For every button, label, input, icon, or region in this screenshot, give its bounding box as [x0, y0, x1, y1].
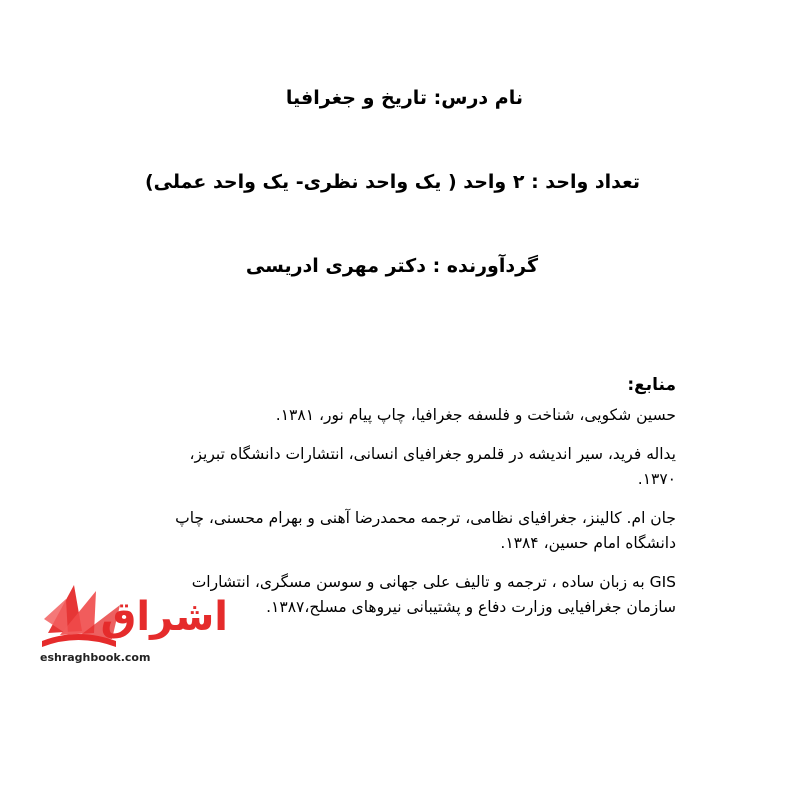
- reference-item: GIS به زبان ساده ، ترجمه و تالیف علی جهانی و سوسن مسگری، انتشارات سازمان جغرافیایی وزارت دفاع و پشتیبانی نیروهای مسلح،۱۳۸۷.: [191, 573, 676, 616]
- reference-item: یداله فرید، سیر اندیشه در قلمرو جغرافیای انسانی، انتشارات دانشگاه تبریز، ۱۳۷۰.: [189, 445, 676, 488]
- publisher-logo-text: اشراق: [100, 594, 228, 640]
- units-heading: تعداد واحد : ۲ واحد ( یک واحد نظری- یک واحد عملی): [144, 171, 640, 193]
- reference-item: جان ام. کالینز، جغرافیای نظامی، ترجمه محمدرضا آهنی و بهرام محسنی، چاپ دانشگاه امام حسین، ۱۳۸۴.: [175, 509, 676, 552]
- reference-item: حسین شکویی، شناخت و فلسفه جغرافیا، چاپ پیام نور، ۱۳۸۱.: [275, 406, 676, 424]
- publisher-url: eshraghbook.com: [40, 651, 151, 664]
- publisher-watermark: [38, 575, 228, 675]
- course-name-heading: نام درس: تاریخ و جغرافیا: [285, 87, 523, 109]
- references-list: [150, 403, 676, 634]
- references-title: منابع:: [627, 375, 676, 395]
- compiler-heading: گردآورنده : دکتر مهری ادریسی: [245, 255, 538, 277]
